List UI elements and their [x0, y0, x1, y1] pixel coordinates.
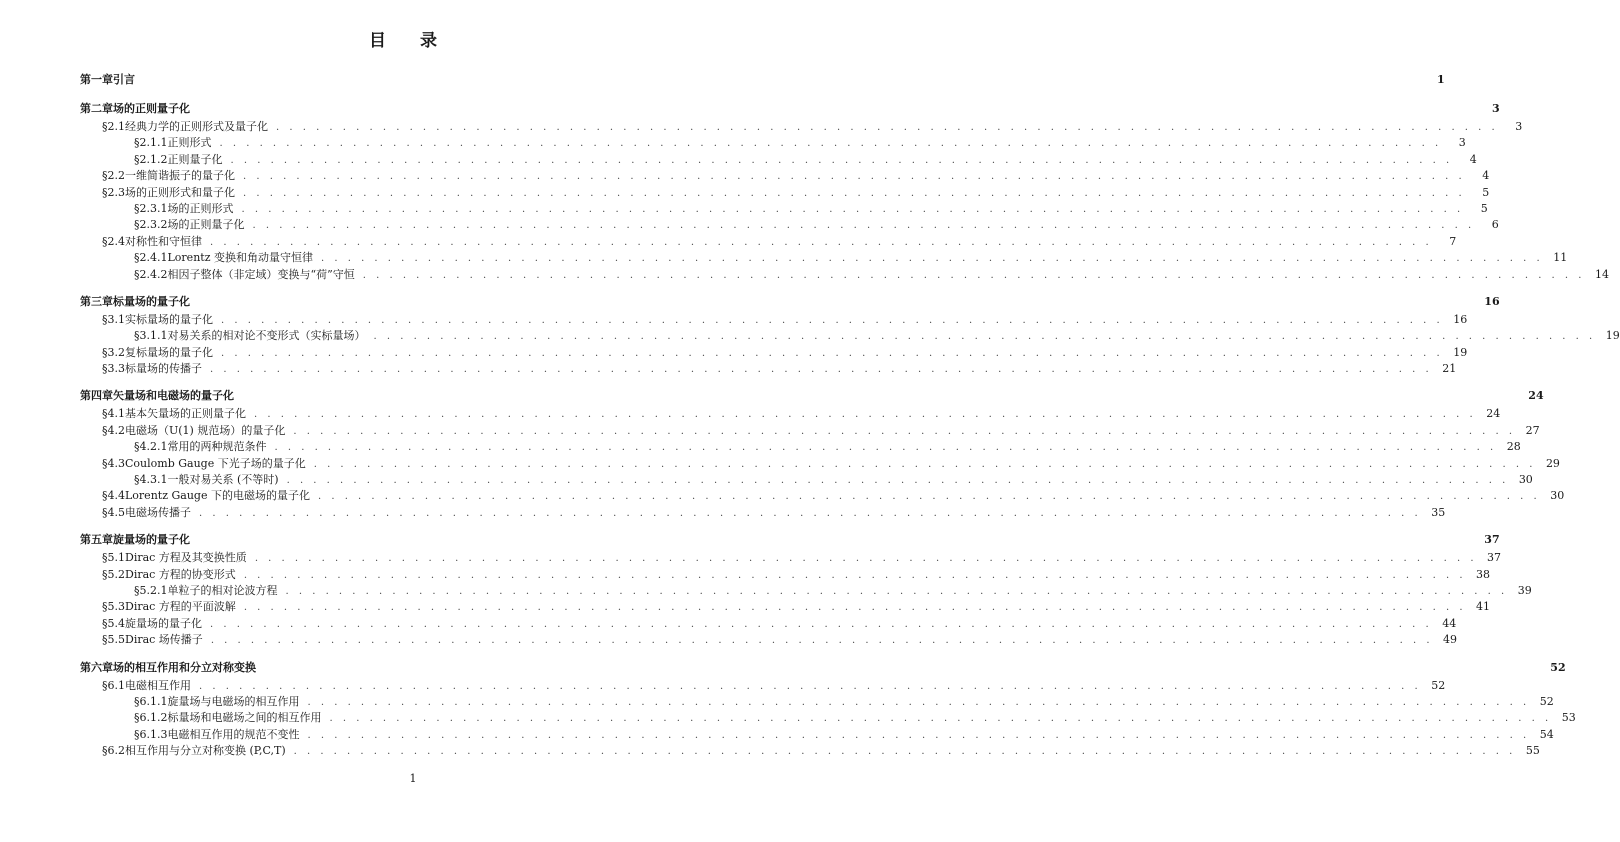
toc-subsection-entry[interactable]: [80, 710, 1576, 726]
section-page-number: 55: [1525, 744, 1540, 758]
section-title: Dirac 方程的协变形式: [125, 567, 236, 581]
toc-subsection-entry[interactable]: [80, 583, 1532, 599]
section-number: §4.5: [102, 505, 125, 519]
dot-leader: [221, 313, 1443, 329]
toc-section-entry[interactable]: [80, 505, 1446, 521]
dot-leader: [231, 153, 1453, 169]
toc-subsection-entry[interactable]: [80, 217, 1499, 233]
toc-subsection-entry[interactable]: [80, 694, 1554, 710]
chapter-page-number: 52: [1550, 660, 1566, 674]
chapter-title: 引言: [113, 73, 135, 86]
toc-section-entry[interactable]: [80, 345, 1468, 361]
section-title: 旋量场的量子化: [125, 616, 202, 630]
toc-section-entry[interactable]: [80, 119, 1523, 135]
section-title: 常用的两种规范条件: [167, 440, 267, 454]
toc-chapter-block: [80, 70, 1445, 90]
section-page-number: 4: [1482, 169, 1490, 183]
toc-chapter-entry[interactable]: [80, 99, 1500, 119]
section-page-number: 27: [1525, 423, 1540, 437]
section-title: Lorentz Gauge 下的电磁场的量子化: [125, 489, 310, 503]
toc-section-entry[interactable]: [80, 616, 1457, 632]
section-page-number: 6: [1491, 218, 1499, 232]
section-page-number: 4: [1469, 152, 1477, 166]
section-page-number: 19: [1453, 345, 1468, 359]
chapter-page-number: 37: [1484, 533, 1500, 547]
section-page-number: 53: [1561, 711, 1576, 725]
toc-subsection-entry[interactable]: [80, 439, 1521, 455]
chapter-title: 场的正则量子化: [113, 102, 190, 115]
toc-subsection-entry[interactable]: [80, 267, 1609, 283]
section-page-number: 30: [1518, 473, 1533, 487]
page-title: 目 录: [369, 31, 451, 51]
section-page-number: 52: [1431, 678, 1446, 692]
dot-leader: [363, 268, 1585, 284]
section-page-number: 44: [1442, 616, 1457, 630]
toc-section-entry[interactable]: [80, 312, 1468, 328]
section-number: §2.4.1: [134, 251, 168, 265]
section-title: 电磁相互作用的规范不变性: [167, 727, 300, 741]
toc-section-entry[interactable]: [80, 168, 1490, 184]
section-page-number: 41: [1476, 600, 1491, 614]
section-page-number: 5: [1482, 185, 1490, 199]
section-page-number: 21: [1442, 362, 1457, 376]
section-number: §3.2: [102, 345, 125, 359]
dot-leader: [210, 362, 1432, 378]
dot-leader: [244, 568, 1466, 584]
dot-leader: [255, 551, 1477, 567]
toc-section-entry[interactable]: [80, 361, 1457, 377]
section-title: 对称性和守恒律: [125, 234, 202, 248]
dot-leader: [318, 489, 1540, 505]
section-page-number: 5: [1480, 201, 1488, 215]
section-number: §5.4: [102, 616, 125, 630]
section-page-number: 35: [1431, 505, 1446, 519]
section-title: 电磁场（U(1) 规范场）的量子化: [125, 423, 286, 437]
toc-subsection-entry[interactable]: [80, 727, 1554, 743]
chapter-title: 标量场的量子化: [113, 294, 190, 308]
dot-leader: [210, 235, 1432, 251]
toc-section-entry[interactable]: [80, 599, 1491, 615]
section-number: §4.2.1: [134, 440, 168, 454]
toc-chapter-block: [80, 386, 1565, 521]
dot-leader: [221, 346, 1443, 362]
section-number: §5.2: [102, 567, 125, 581]
section-title: 实标量场的量子化: [125, 312, 213, 326]
toc-chapter-block: [80, 530, 1532, 648]
section-number: §2.2: [102, 169, 125, 183]
section-number: §6.1.3: [134, 727, 168, 741]
chapter-page-number: 16: [1484, 294, 1500, 308]
section-number: §5.3: [102, 600, 125, 614]
dot-leader: [276, 120, 1498, 136]
section-title: 对易关系的相对论不变形式（实标量场）: [167, 329, 366, 343]
toc-subsection-entry[interactable]: [80, 472, 1533, 488]
dot-leader: [275, 440, 1497, 456]
section-page-number: 19: [1605, 329, 1620, 343]
section-title: 相互作用与分立对称变换 (P,C,T): [125, 744, 286, 758]
dot-leader: [254, 407, 1476, 423]
chapter-number: 第三章: [80, 294, 113, 308]
section-page-number: 3: [1515, 120, 1523, 133]
section-title: 单粒子的相对论波方程: [167, 583, 278, 597]
section-page-number: 16: [1453, 312, 1468, 326]
dot-leader: [294, 744, 1516, 760]
section-number: §6.2: [102, 744, 125, 758]
section-page-number: 30: [1550, 489, 1565, 503]
chapter-number: 第五章: [80, 533, 113, 547]
section-title: 电磁场传播子: [125, 505, 191, 519]
section-title: 一般对易关系 (不等时): [167, 473, 279, 487]
section-number: §2.4.2: [134, 267, 168, 281]
toc-chapter-entry[interactable]: [80, 70, 1445, 90]
section-page-number: 11: [1553, 251, 1568, 265]
section-number: §4.2: [102, 423, 125, 437]
section-page-number: 49: [1443, 633, 1458, 647]
section-page-number: 39: [1517, 583, 1532, 597]
section-number: §2.1.1: [134, 136, 168, 150]
chapter-number: 第二章: [80, 102, 113, 115]
toc-section-entry[interactable]: [80, 678, 1446, 694]
dot-leader: [308, 695, 1530, 711]
toc-section-entry[interactable]: [80, 743, 1540, 759]
dot-leader: [374, 329, 1596, 345]
section-title: 场的正则形式: [167, 201, 234, 215]
dot-leader: [286, 584, 1508, 600]
dot-leader: [199, 679, 1421, 695]
section-number: §4.4: [102, 489, 125, 503]
section-title: Coulomb Gauge 下光子场的量子化: [125, 456, 306, 470]
section-page-number: 54: [1539, 727, 1554, 741]
section-title: 复标量场的量子化: [125, 345, 213, 359]
dot-leader: [243, 169, 1465, 185]
section-title: 电磁相互作用: [125, 678, 191, 692]
toc-subsection-entry[interactable]: [80, 201, 1488, 217]
section-number: §6.1.1: [134, 694, 168, 708]
toc-chapter-block: [80, 292, 1620, 378]
toc-subsection-entry[interactable]: [80, 152, 1477, 168]
dot-leader: [287, 473, 1509, 489]
section-number: §2.3.1: [134, 201, 168, 215]
section-title: 基本矢量场的正则量子化: [125, 407, 246, 421]
dot-leader: [199, 506, 1421, 522]
chapter-title: 场的相互作用和分立对称变换: [113, 660, 256, 674]
section-number: §5.2.1: [134, 583, 168, 597]
toc-chapter-entry[interactable]: [80, 530, 1500, 550]
toc-chapter-entry[interactable]: [80, 386, 1544, 406]
section-page-number: 38: [1476, 567, 1491, 581]
chapter-number: 第一章: [80, 73, 113, 86]
section-title: 场的正则量子化: [167, 218, 245, 232]
section-number: §2.4: [102, 234, 125, 248]
section-number: §2.3: [102, 185, 125, 199]
chapter-page-number: 3: [1491, 102, 1500, 115]
section-title: Lorentz 变换和角动量守恒律: [167, 251, 313, 265]
toc-chapter-entry[interactable]: [80, 292, 1500, 312]
dot-leader: [314, 457, 1536, 473]
section-page-number: 37: [1487, 551, 1502, 565]
dot-leader: [210, 617, 1432, 633]
section-title: Dirac 场传播子: [125, 633, 203, 647]
section-title: 旋量场与电磁场的相互作用: [167, 694, 300, 708]
section-number: §6.1.2: [134, 711, 168, 725]
chapter-number: 第四章: [80, 389, 113, 403]
dot-leader: [293, 424, 1515, 440]
dot-leader: [321, 251, 1543, 267]
section-page-number: 14: [1594, 267, 1609, 281]
toc-subsection-entry[interactable]: [80, 135, 1466, 151]
section-number: §3.1: [102, 312, 125, 326]
toc-chapter-block: [80, 658, 1576, 760]
section-title: 正则形式: [167, 136, 212, 150]
chapter-number: 第六章: [80, 660, 113, 674]
section-number: §3.3: [102, 362, 125, 376]
toc-chapter-block: [80, 99, 1609, 283]
section-page-number: 3: [1458, 136, 1466, 150]
chapter-page-number: 1: [1436, 73, 1445, 86]
toc-subsection-entry[interactable]: [80, 250, 1568, 266]
toc-subsection-entry[interactable]: [80, 328, 1620, 344]
dot-leader: [330, 711, 1552, 727]
section-number: §2.1: [102, 120, 125, 133]
toc-section-entry[interactable]: [80, 567, 1491, 583]
toc-section-entry[interactable]: [80, 488, 1565, 504]
toc-section-entry[interactable]: [80, 185, 1490, 201]
dot-leader: [308, 728, 1530, 744]
section-number: §6.1: [102, 678, 125, 692]
section-title: 正则量子化: [167, 152, 223, 166]
table-of-contents: [80, 70, 1620, 769]
section-title: 场的正则形式和量子化: [125, 185, 235, 199]
dot-leader: [253, 218, 1475, 234]
chapter-page-number: 24: [1528, 389, 1544, 403]
section-page-number: 7: [1449, 234, 1457, 248]
toc-section-entry[interactable]: [80, 423, 1540, 439]
section-title: 标量场的传播子: [125, 362, 202, 376]
toc-chapter-entry[interactable]: [80, 658, 1566, 678]
dot-leader: [242, 202, 1464, 218]
section-title: 经典力学的正则形式及量子化: [125, 120, 268, 133]
toc-section-entry[interactable]: [80, 632, 1458, 648]
toc-section-entry[interactable]: [80, 456, 1560, 472]
section-number: §4.3: [102, 456, 125, 470]
toc-section-entry[interactable]: [80, 550, 1502, 566]
section-number: §4.1: [102, 407, 125, 421]
section-number: §5.5: [102, 633, 125, 647]
section-page-number: 52: [1539, 694, 1554, 708]
section-title: 相因子整体（非定域）变换与“荷”守恒: [167, 267, 355, 281]
section-page-number: 29: [1545, 456, 1560, 470]
page-number: 1: [409, 772, 417, 785]
chapter-title: 旋量场的量子化: [113, 533, 190, 547]
section-page-number: 28: [1506, 440, 1521, 454]
toc-section-entry[interactable]: [80, 234, 1457, 250]
section-title: 一维简谐振子的量子化: [125, 169, 235, 183]
section-number: §3.1.1: [134, 329, 168, 343]
section-number: §2.3.2: [134, 218, 168, 232]
dot-leader: [243, 186, 1465, 202]
chapter-title: 矢量场和电磁场的量子化: [113, 389, 234, 403]
section-number: §2.1.2: [134, 152, 168, 166]
section-number: §5.1: [102, 551, 125, 565]
dot-leader: [220, 136, 1442, 152]
section-title: Dirac 方程及其变换性质: [125, 551, 247, 565]
section-title: Dirac 方程的平面波解: [125, 600, 236, 614]
dot-leader: [244, 600, 1466, 616]
toc-section-entry[interactable]: [80, 406, 1501, 422]
section-title: 标量场和电磁场之间的相互作用: [167, 711, 322, 725]
section-page-number: 24: [1486, 407, 1501, 421]
dot-leader: [211, 633, 1433, 649]
section-number: §4.3.1: [134, 473, 168, 487]
